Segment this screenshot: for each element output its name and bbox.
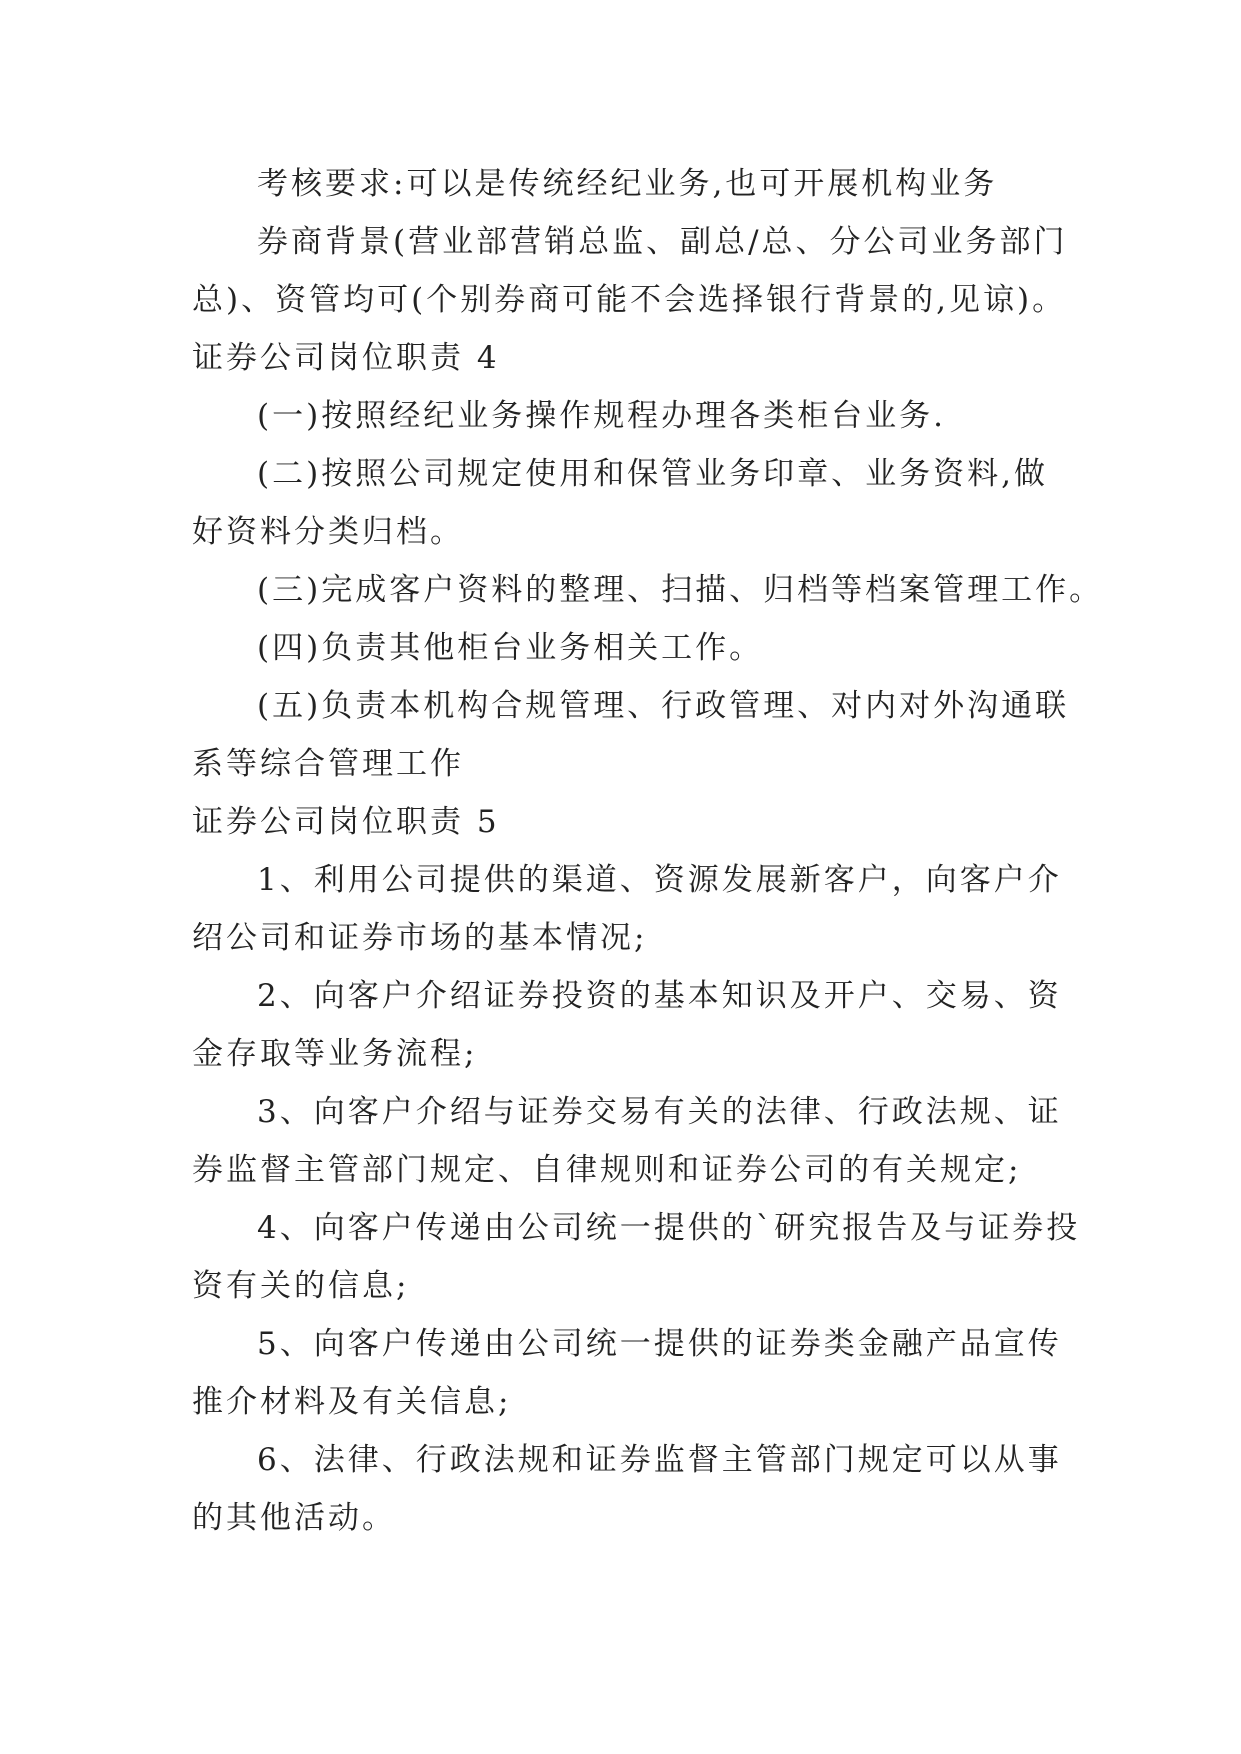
paragraph-line: 5、向客户传递由公司统一提供的证券类金融产品宣传 — [257, 1326, 1062, 1362]
paragraph-line: 总)、资管均可(个别券商可能不会选择银行背景的,见谅)。 — [192, 282, 1067, 318]
paragraph-line: 的其他活动。 — [192, 1500, 396, 1536]
paragraph-line: 4、向客户传递由公司统一提供的`研究报告及与证券投 — [257, 1210, 1081, 1246]
paragraph-line: 金存取等业务流程; — [192, 1036, 478, 1072]
paragraph-line: 6、法律、行政法规和证券监督主管部门规定可以从事 — [257, 1442, 1062, 1478]
paragraph-line: 1、利用公司提供的渠道、资源发展新客户，向客户介 — [257, 862, 1062, 898]
section-heading: 证券公司岗位职责 4 — [192, 340, 500, 376]
paragraph-line: 资有关的信息; — [192, 1268, 410, 1304]
paragraph-line: (三)完成客户资料的整理、扫描、归档等档案管理工作。 — [257, 572, 1104, 608]
paragraph-line: 券商背景(营业部营销总监、副总/总、分公司业务部门 — [257, 224, 1068, 260]
paragraph-line: (五)负责本机构合规管理、行政管理、对内对外沟通联 — [257, 688, 1070, 724]
paragraph-line: 3、向客户介绍与证券交易有关的法律、行政法规、证 — [257, 1094, 1062, 1130]
paragraph-line: 好资料分类归档。 — [192, 514, 464, 550]
paragraph-line: (二)按照公司规定使用和保管业务印章、业务资料,做 — [257, 456, 1049, 492]
paragraph-line: 推介材料及有关信息; — [192, 1384, 512, 1420]
paragraph-line: (一)按照经纪业务操作规程办理各类柜台业务. — [257, 398, 947, 434]
paragraph-line: 考核要求:可以是传统经纪业务,也可开展机构业务 — [257, 166, 998, 202]
paragraph-line: (四)负责其他柜台业务相关工作。 — [257, 630, 764, 666]
paragraph-line: 券监督主管部门规定、自律规则和证券公司的有关规定; — [192, 1152, 1022, 1188]
paragraph-line: 2、向客户介绍证券投资的基本知识及开户、交易、资 — [257, 978, 1062, 1014]
paragraph-line: 绍公司和证券市场的基本情况; — [192, 920, 648, 956]
paragraph-line: 系等综合管理工作 — [192, 746, 464, 782]
section-heading: 证券公司岗位职责 5 — [192, 804, 500, 840]
